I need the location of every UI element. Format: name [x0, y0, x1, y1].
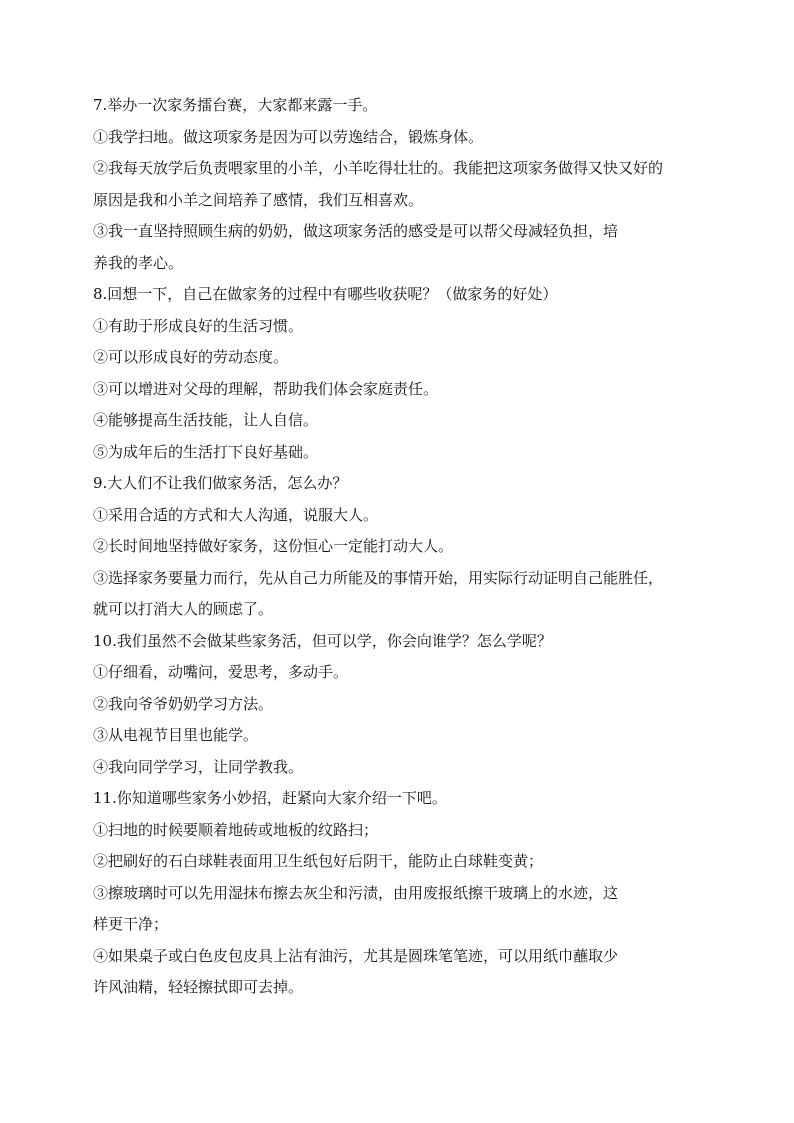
question-8-heading: 8.回想一下，自己在做家务的过程中有哪些收获呢？（做家务的好处） [93, 285, 558, 303]
answer-8-4: ④能够提高生活技能，让人自信。 [93, 411, 319, 429]
answer-11-3-line-1: ③擦玻璃时可以先用湿抹布擦去灰尘和污渍，由用废报纸擦干玻璃上的水迹，这 [93, 883, 619, 902]
answer-9-3-line-1: ③选择家务要量力而行，先从自己力所能及的事情开始，用实际行动证明自己能胜任， [93, 568, 664, 587]
answer-9-1: ①采用合适的方式和大人沟通，说服大人。 [93, 505, 379, 524]
answer-7-3-line-2: 养我的孝心。 [93, 253, 184, 272]
answer-7-1: ①我学扫地。做这项家务是因为可以劳逸结合，锻炼身体。 [93, 127, 484, 146]
question-11-heading: 11.你知道哪些家务小妙招，赶紧向大家介绍一下吧。 [93, 789, 447, 807]
answer-8-1: ①有助于形成良好的生活习惯。 [93, 316, 304, 335]
answer-11-4-line-1: ④如果桌子或白色皮包皮具上沾有油污，尤其是圆珠笔笔迹，可以用纸巾蘸取少 [93, 946, 619, 965]
answer-10-2: ②我向爷爷奶奶学习方法。 [93, 694, 274, 713]
answer-7-2-line-2: 原因是我和小羊之间培养了感情，我们互相喜欢。 [93, 190, 424, 209]
question-9-heading: 9.大人们不让我们做家务活，怎么办？ [93, 474, 348, 492]
answer-11-3-line-2: 样更干净； [93, 915, 169, 933]
question-10-heading: 10.我们虽然不会做某些家务活，但可以学，你会向谁学？怎么学呢？ [93, 631, 552, 650]
answer-9-2: ②长时间地坚持做好家务，这份恒心一定能打动大人。 [93, 537, 454, 555]
answer-7-2-line-1: ②我每天放学后负责喂家里的小羊，小羊吃得壮壮的。我能把这项家务做得又快又好的 [93, 159, 664, 177]
answer-8-3: ③可以增进对父母的理解，帮助我们体会家庭责任。 [93, 379, 439, 398]
answer-10-4: ④我向同学学习，让同学教我。 [93, 757, 304, 776]
question-7-heading: 7.举办一次家务擂台赛，大家都来露一手。 [93, 96, 378, 114]
answer-8-2: ②可以形成良好的劳动态度。 [93, 348, 289, 366]
answer-11-4-line-2: 许风油精，轻轻擦拭即可去掉。 [93, 978, 304, 996]
answer-11-2: ②把刷好的石白球鞋表面用卫生纸包好后阴干，能防止白球鞋变黄； [93, 852, 544, 870]
answer-9-3-line-2: 就可以打消大人的顾虑了。 [93, 600, 274, 618]
answer-7-3-line-1: ③我一直坚持照顾生病的奶奶，做这项家务活的感受是可以帮父母减轻负担，培 [93, 222, 619, 240]
answer-8-5: ⑤为成年后的生活打下良好基础。 [93, 442, 319, 461]
answer-10-1: ①仔细看，动嘴问，爱思考，多动手。 [93, 663, 349, 681]
answer-10-3: ③从电视节目里也能学。 [93, 726, 259, 744]
document-body [93, 90, 705, 1004]
answer-11-1: ①扫地的时候要顺着地砖或地板的纹路扫； [93, 820, 379, 839]
